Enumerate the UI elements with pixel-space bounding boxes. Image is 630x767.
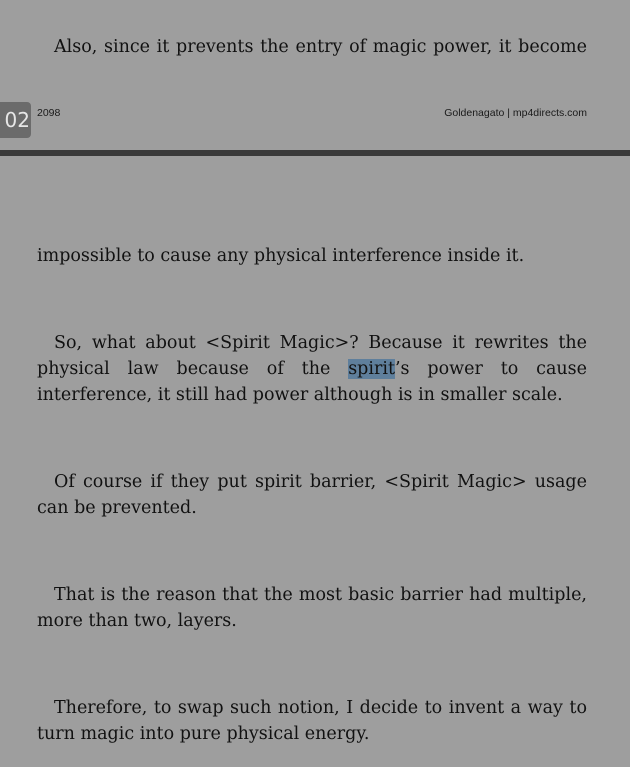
previous-page-last-line: Also, since it prevents the entry of magic power, it become [54, 37, 587, 57]
paragraph: impossible to cause any physical interference inside it. [37, 246, 525, 266]
page-divider [0, 150, 630, 156]
paragraph: That is the reason that the most basic barrier had multiple, more than two, layers. [37, 585, 587, 631]
selected-word[interactable]: spirit [348, 359, 395, 379]
page-badge [0, 102, 31, 138]
page-number: 2098 [37, 107, 61, 119]
paragraph [37, 330, 587, 408]
paragraph-text: ’s power to cause interference, it still had power although is in smaller scale. [37, 359, 587, 405]
page-badge-label: 02 [4, 108, 30, 132]
footer-credit: Goldenagato | mp4directs.com [444, 107, 587, 119]
paragraph: Therefore, to swap such notion, I decide to invent a way to turn magic into pure physical energy. [37, 698, 587, 744]
paragraph: Of course if they put spirit barrier, <Spirit Magic> usage can be prevented. [37, 472, 587, 518]
paragraph-text: So, what about <Spirit Magic>? Because it rewrites the physical law because of the [37, 333, 587, 379]
